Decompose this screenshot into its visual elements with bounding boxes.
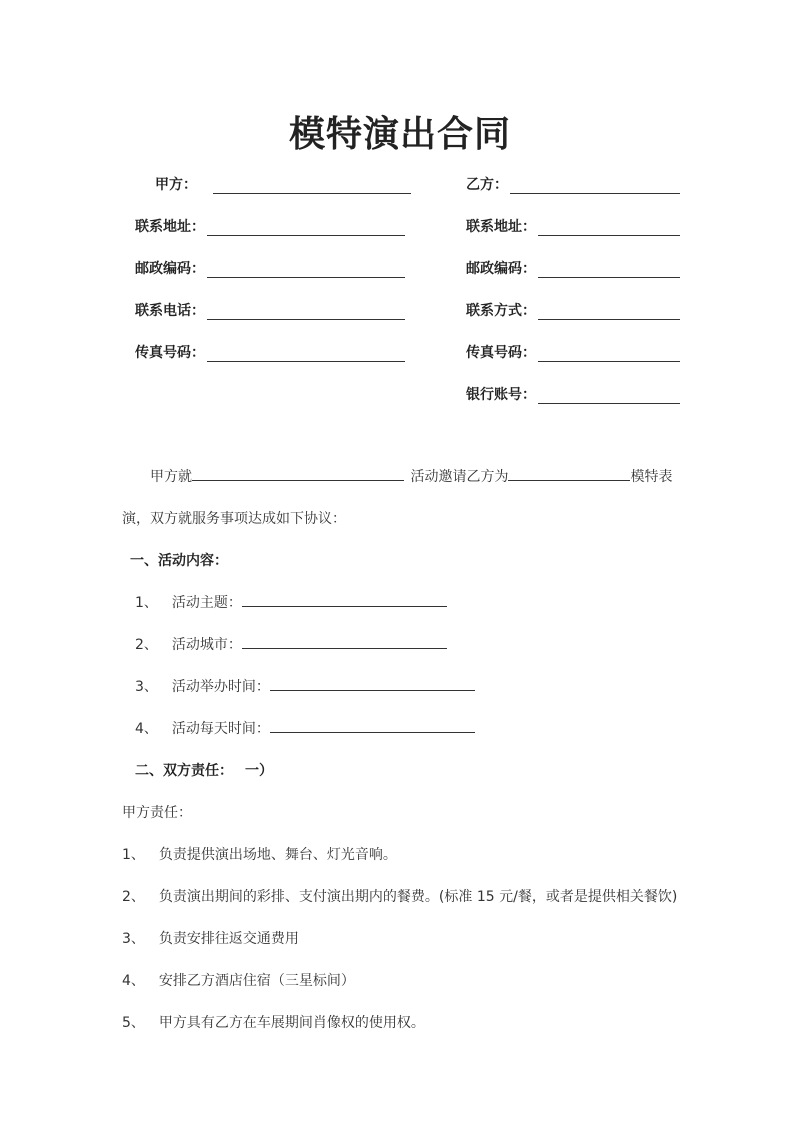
intro-part-1: 甲方就 bbox=[150, 469, 192, 485]
section-1-item-3 bbox=[135, 676, 475, 696]
party-b-name-blank[interactable] bbox=[510, 175, 680, 194]
party-b-postal-label: 邮政编码： bbox=[466, 261, 536, 277]
party-b-bank-field bbox=[466, 382, 680, 404]
party-b-name-field bbox=[466, 172, 680, 194]
party-b-postal-blank[interactable] bbox=[538, 259, 680, 278]
party-a-fax-field bbox=[135, 340, 405, 362]
party-a-postal-field bbox=[135, 256, 405, 278]
intro-part-2: 活动邀请乙方为 bbox=[410, 469, 509, 485]
party-b-fax-field bbox=[466, 340, 680, 362]
party-a-name-field bbox=[155, 172, 411, 194]
item-text: 负责提供演出场地、舞台、灯光音响。 bbox=[158, 847, 397, 863]
party-a-address-label: 联系地址： bbox=[135, 219, 205, 235]
item-label: 活动每天时间： bbox=[171, 721, 270, 737]
party-b-address-label: 联系地址： bbox=[466, 219, 536, 235]
event-date-blank[interactable] bbox=[270, 676, 475, 691]
party-a-name-label: 甲方： bbox=[155, 177, 197, 193]
party-b-bank-blank[interactable] bbox=[538, 385, 680, 404]
section-2-heading-line bbox=[135, 760, 273, 780]
item-text: 负责演出期间的彩排、支付演出期内的餐费。(标准 15 元/餐，或者是提供相关餐饮) bbox=[158, 889, 678, 905]
theme-blank[interactable] bbox=[242, 592, 447, 607]
party-b-bank-label: 银行账号： bbox=[466, 387, 536, 403]
item-text: 甲方具有乙方在车展期间肖像权的使用权。 bbox=[158, 1015, 425, 1031]
item-number: 3、 bbox=[135, 679, 158, 695]
party-a-fax-label: 传真号码： bbox=[135, 345, 205, 361]
section-1-item-2 bbox=[135, 634, 447, 654]
intro-role-blank[interactable] bbox=[508, 466, 630, 481]
item-label: 活动主题： bbox=[171, 595, 242, 611]
intro-line-2: 演，双方就服务事项达成如下协议： bbox=[122, 511, 346, 527]
party-a-phone-label: 联系电话： bbox=[135, 303, 205, 319]
party-a-phone-field bbox=[135, 298, 405, 320]
party-a-postal-label: 邮政编码： bbox=[135, 261, 205, 277]
item-number: 2、 bbox=[122, 889, 145, 905]
intro-part-3: 模特表 bbox=[630, 469, 673, 485]
party-b-address-field bbox=[466, 214, 680, 236]
item-number: 1、 bbox=[122, 847, 145, 863]
item-text: 安排乙方酒店住宿（三星标间） bbox=[158, 973, 355, 989]
party-b-contact-label: 联系方式： bbox=[466, 303, 536, 319]
item-number: 3、 bbox=[122, 931, 145, 947]
party-b-contact-blank[interactable] bbox=[538, 301, 680, 320]
party-b-fax-blank[interactable] bbox=[538, 343, 680, 362]
party-a-postal-blank[interactable] bbox=[207, 259, 405, 278]
daily-time-blank[interactable] bbox=[270, 718, 475, 733]
party-a-address-field bbox=[135, 214, 405, 236]
intro-line-1 bbox=[150, 466, 672, 486]
party-a-address-blank[interactable] bbox=[207, 217, 405, 236]
document-title: 模特演出合同 bbox=[288, 114, 511, 155]
party-a-name-blank[interactable] bbox=[213, 175, 411, 194]
duty-item-2 bbox=[122, 886, 677, 906]
section-2-sub: 一） bbox=[245, 763, 273, 779]
party-b-fax-label: 传真号码： bbox=[466, 345, 536, 361]
party-a-phone-blank[interactable] bbox=[207, 301, 405, 320]
duty-item-1 bbox=[122, 844, 397, 864]
city-blank[interactable] bbox=[242, 634, 447, 649]
item-number: 4、 bbox=[122, 973, 145, 989]
party-a-duties-heading: 甲方责任： bbox=[122, 805, 192, 821]
party-b-postal-field bbox=[466, 256, 680, 278]
item-number: 1、 bbox=[135, 595, 158, 611]
party-b-name-label: 乙方： bbox=[466, 177, 508, 193]
duty-item-4 bbox=[122, 970, 355, 990]
section-1-item-4 bbox=[135, 718, 475, 738]
duty-item-5 bbox=[122, 1012, 425, 1032]
intro-event-blank[interactable] bbox=[192, 466, 404, 481]
item-number: 5、 bbox=[122, 1015, 145, 1031]
section-2-heading: 二、双方责任： bbox=[135, 763, 233, 779]
item-number: 4、 bbox=[135, 721, 158, 737]
item-number: 2、 bbox=[135, 637, 158, 653]
party-a-fax-blank[interactable] bbox=[207, 343, 405, 362]
item-label: 活动举办时间： bbox=[171, 679, 270, 695]
party-b-address-blank[interactable] bbox=[538, 217, 680, 236]
duty-item-3 bbox=[122, 928, 299, 948]
item-text: 负责安排往返交通费用 bbox=[158, 931, 299, 947]
item-label: 活动城市： bbox=[171, 637, 242, 653]
section-1-item-1 bbox=[135, 592, 447, 612]
party-b-contact-field bbox=[466, 298, 680, 320]
section-1-heading: 一、活动内容： bbox=[130, 553, 228, 569]
